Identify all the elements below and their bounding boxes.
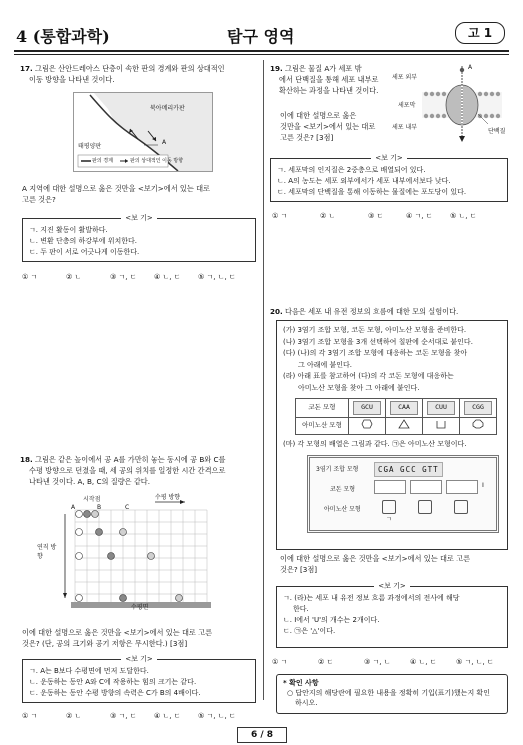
q18-figure: [35, 494, 225, 614]
q17-stem: [20, 63, 258, 85]
q20-codon-row-label: 코돈 모형: [296, 399, 349, 418]
q19-options: [272, 211, 494, 221]
q20-choice-a-cont: 한다.: [293, 605, 309, 613]
q18-number: 18.: [20, 455, 33, 464]
q18-options: [22, 711, 254, 721]
q18-label-start: 시작점: [83, 496, 101, 503]
q19-label-protein: 단백질: [488, 128, 506, 135]
q20-amino-row-label: 아미노산 모형: [296, 417, 349, 435]
q20-stem: [270, 306, 510, 317]
page-subject: 4 (통합과학): [16, 27, 110, 46]
q20-options: [272, 657, 506, 667]
q20-board-roman: I: [482, 480, 484, 489]
q18-box-title: <보 기>: [121, 655, 156, 663]
q20-board-codon-slots: [374, 480, 478, 492]
q20-option-1[interactable]: ① ㄱ: [272, 658, 288, 666]
q20-option-2[interactable]: ② ㄷ: [318, 658, 334, 666]
q18-stem-line3: 나타낸 것이다. A, B, C의 질량은 같다.: [29, 477, 151, 486]
q19-option-5[interactable]: ⑤ ㄴ, ㄷ: [450, 212, 477, 220]
q17-options: [22, 272, 254, 282]
q19-choice-box: [270, 154, 508, 202]
q17-label-pacific: 태평양판: [78, 143, 102, 150]
triangle-shape-icon: [398, 419, 410, 429]
q17-choice-b: ㄴ. 변환 단층의 하강부에 위치한다.: [29, 237, 138, 245]
q18-stem-line1: 그림은 같은 높이에서 공 A를 가만히 놓는 동시에 공 B와 C를: [35, 455, 226, 464]
q20-board-triplet-seq: CGA GCC GTT: [374, 462, 443, 478]
q19-label-a: A: [468, 64, 473, 71]
q20-board-codon-label: 코돈 모형: [330, 485, 356, 493]
q20-board-amino-label: 아미노산 모형: [324, 505, 361, 513]
q20-step-ma: (마) 각 모형의 배열은 그림과 같다. ㉠은 아미노산 모형이다.: [283, 440, 467, 448]
q20-ask-line1: 이에 대한 설명으로 옳은 것만을 <보기>에서 있는 대로 고른: [280, 554, 471, 563]
q20-choice-c: ㄷ. ㉠은 '△'이다.: [283, 627, 336, 635]
q17-option-3[interactable]: ③ ㄱ, ㄷ: [110, 273, 137, 281]
q18-ball-a-track: [76, 511, 83, 602]
q18-ball-c-track: [92, 511, 183, 602]
q20-stem-text: 다음은 세포 내 유전 정보의 흐름에 대한 모의 실험이다.: [285, 307, 459, 316]
q20-board-triplet-label: 3염기 조합 모형: [316, 465, 359, 473]
q20-option-3[interactable]: ③ ㄱ, ㄴ: [364, 658, 391, 666]
q17-option-2[interactable]: ② ㄴ: [66, 273, 82, 281]
header-rule-thin: [14, 54, 509, 55]
q18-ask: [22, 627, 258, 649]
q19-stem: [270, 63, 410, 96]
q18-label-horizontal: 수평 방향: [155, 494, 181, 501]
q19-choice-c: ㄷ. 세포막의 단백질을 통해 이동하는 물질에는 포도당이 있다.: [277, 188, 467, 196]
q17-number: 17.: [20, 64, 33, 73]
section-title: 탐구 영역: [227, 27, 295, 46]
q20-step-ga: (가) 3염기 조합 모형, 코돈 모형, 아미노산 모형을 준비한다.: [283, 326, 467, 334]
header-rule: [14, 50, 509, 52]
q20-board-mark: ㄱ: [386, 515, 392, 523]
q18-label-ground: 수평면: [131, 604, 149, 611]
q19-molecule-a: [460, 68, 464, 72]
q19-ask: [280, 110, 410, 143]
q18-choice-box: [22, 655, 256, 703]
q19-figure: [392, 62, 512, 148]
q19-ask-line2: 것만을 <보기>에서 있는 대로: [280, 122, 376, 131]
q18-option-2[interactable]: ② ㄴ: [66, 712, 82, 720]
q17-option-1[interactable]: ① ㄱ: [22, 273, 38, 281]
q19-option-3[interactable]: ③ ㄷ: [368, 212, 384, 220]
q18-option-3[interactable]: ③ ㄱ, ㄷ: [110, 712, 137, 720]
q18-label-a: A: [71, 504, 76, 511]
q18-choice-b: ㄴ. 운동하는 동안 A와 C에 작용하는 힘의 크기는 같다.: [29, 678, 197, 686]
q20-board-amino-slots: [374, 500, 484, 514]
notice-title: * 확인 사항: [283, 679, 319, 687]
q20-box-title: <보 기>: [374, 582, 409, 590]
notice-line2: 하시오.: [295, 699, 318, 707]
q19-option-4[interactable]: ④ ㄱ, ㄷ: [406, 212, 433, 220]
q20-step-na: (나) 3염기 조합 모형을 3개 선택하여 칠판에 순서대로 붙인다.: [283, 337, 473, 346]
q19-option-1[interactable]: ① ㄱ: [272, 212, 288, 220]
q20-option-4[interactable]: ④ ㄴ, ㄷ: [410, 658, 437, 666]
q18-label-b: B: [97, 504, 102, 511]
q18-option-4[interactable]: ④ ㄴ, ㄷ: [154, 712, 181, 720]
q18-option-1[interactable]: ① ㄱ: [22, 712, 38, 720]
q17-ask-line2: 고른 것은?: [22, 195, 56, 204]
q19-label-membrane: 세포막: [398, 102, 416, 109]
q19-option-2[interactable]: ② ㄴ: [320, 212, 336, 220]
q19-ask-line1: 이에 대한 설명으로 옳은: [280, 111, 357, 120]
q18-label-vertical: 연직 방향: [37, 544, 57, 560]
q17-label-point-a: A: [162, 139, 167, 146]
q20-codon-1: GCU: [353, 401, 381, 415]
q18-label-c: C: [125, 504, 130, 511]
q17-choice-c: ㄷ. 두 판이 서로 어긋나게 이동한다.: [29, 248, 140, 256]
q17-ask: [22, 183, 258, 205]
q20-codon-2: CAA: [390, 401, 418, 415]
q18-ask-line1: 이에 대한 설명으로 옳은 것만을 <보기>에서 있는 대로 고른: [22, 628, 213, 637]
notice-line1: ○ 답안지의 해당란에 필요한 내용을 정확히 기입(표기)했는지 확인: [287, 689, 490, 697]
q19-stem-line3: 확산하는 과정을 나타낸 것이다.: [279, 86, 379, 95]
q20-ask: [280, 553, 510, 575]
column-divider: [263, 60, 264, 700]
q20-board: [307, 455, 499, 533]
octagon-shape-icon: [472, 419, 484, 429]
q19-label-inside: 세포 내부: [392, 124, 418, 131]
q19-number: 19.: [270, 64, 283, 73]
q18-grid-svg: [35, 494, 225, 614]
q20-number: 20.: [270, 307, 283, 316]
q20-step-da-cont: 그 아래에 붙인다.: [298, 360, 353, 369]
q17-choice-a: ㄱ. 지진 활동이 활발하다.: [29, 226, 108, 234]
q19-stem-line2: 에서 단백질을 통해 세포 내부로: [279, 75, 379, 84]
q19-stem-line1: 그림은 물질 A가 세포 밖: [285, 64, 362, 73]
q17-option-4[interactable]: ④ ㄴ, ㄷ: [154, 273, 181, 281]
page-number: 6 / 8: [237, 727, 287, 743]
q20-ask-line2: 것은? [3점]: [280, 565, 318, 574]
q20-choice-b: ㄴ. I에서 'U'의 개수는 2개이다.: [283, 616, 380, 624]
q20-codon-3: CUU: [427, 401, 455, 415]
q17-option-5[interactable]: ⑤ ㄱ, ㄴ, ㄷ: [198, 273, 236, 281]
q20-codon-table: [295, 398, 497, 435]
q20-codon-4: CGG: [464, 401, 492, 415]
q19-box-title: <보 기>: [371, 154, 406, 162]
q17-stem-line2: 이동 방향을 나타낸 것이다.: [29, 75, 115, 84]
q17-legend-move: 판의 상대적인 이동 방향: [130, 158, 184, 164]
q18-stem: [20, 454, 258, 487]
q17-stem-line1: 그림은 산안드레아스 단층이 속한 판의 경계와 판의 상대적인: [35, 64, 225, 73]
q18-stem-line2: 수평 방향으로 던졌을 때, 세 공의 위치를 일정한 시간 간격으로: [29, 466, 226, 475]
q19-choice-b: ㄴ. A의 농도는 세포 외부에서가 세포 내부에서보다 낮다.: [277, 177, 451, 185]
q20-procedure-box: [276, 320, 508, 550]
hexagon-shape-icon: [361, 419, 373, 429]
q18-ask-line2: 것은? (단, 공의 크기와 공기 저항은 무시한다.) [3점]: [22, 639, 188, 648]
square-shape-icon: [435, 419, 447, 429]
q19-ask-line3: 고른 것은? [3점]: [280, 133, 334, 142]
q20-step-ra: (라) 아래 표를 참고하여 (다)의 각 코돈 모형에 대응하는: [283, 372, 454, 380]
q17-legend-boundary: 판의 경계: [92, 158, 113, 164]
q19-label-outside: 세포 외부: [392, 74, 418, 81]
q17-label-north-america: 북아메리카판: [150, 105, 185, 112]
q20-choice-box: [276, 582, 508, 648]
q20-step-ra-cont: 아미노산 모형을 찾아 그 아래에 붙인다.: [298, 383, 420, 392]
q20-step-da: (다) (나)의 각 3염기 조합 모형에 대응하는 코돈 모형을 찾아: [283, 349, 468, 357]
q17-figure: [73, 92, 213, 172]
notice-box: [276, 674, 508, 714]
q18-ball-b-track: [84, 511, 127, 602]
q17-choice-box: [22, 214, 256, 262]
q18-choice-c: ㄷ. 운동하는 동안 수평 방향의 속력은 C가 B의 4배이다.: [29, 689, 201, 697]
q19-choice-a: ㄱ. 세포막의 인지질은 2중층으로 배열되어 있다.: [277, 166, 426, 174]
q17-box-title: <보 기>: [121, 214, 156, 222]
q18-choice-a: ㄱ. A는 B보다 수평면에 먼저 도달한다.: [29, 667, 149, 675]
q18-option-5[interactable]: ⑤ ㄱ, ㄴ, ㄷ: [198, 712, 236, 720]
q17-ask-line1: A 지역에 대한 설명으로 옳은 것만을 <보기>에서 있는 대로: [22, 184, 210, 193]
grade-badge: 고 1: [455, 22, 505, 44]
q20-choice-a: ㄱ. (라)는 세포 내 유전 정보 흐름 과정에서의 전사에 해당: [283, 594, 460, 602]
q20-option-5[interactable]: ⑤ ㄱ, ㄴ, ㄷ: [456, 658, 494, 666]
